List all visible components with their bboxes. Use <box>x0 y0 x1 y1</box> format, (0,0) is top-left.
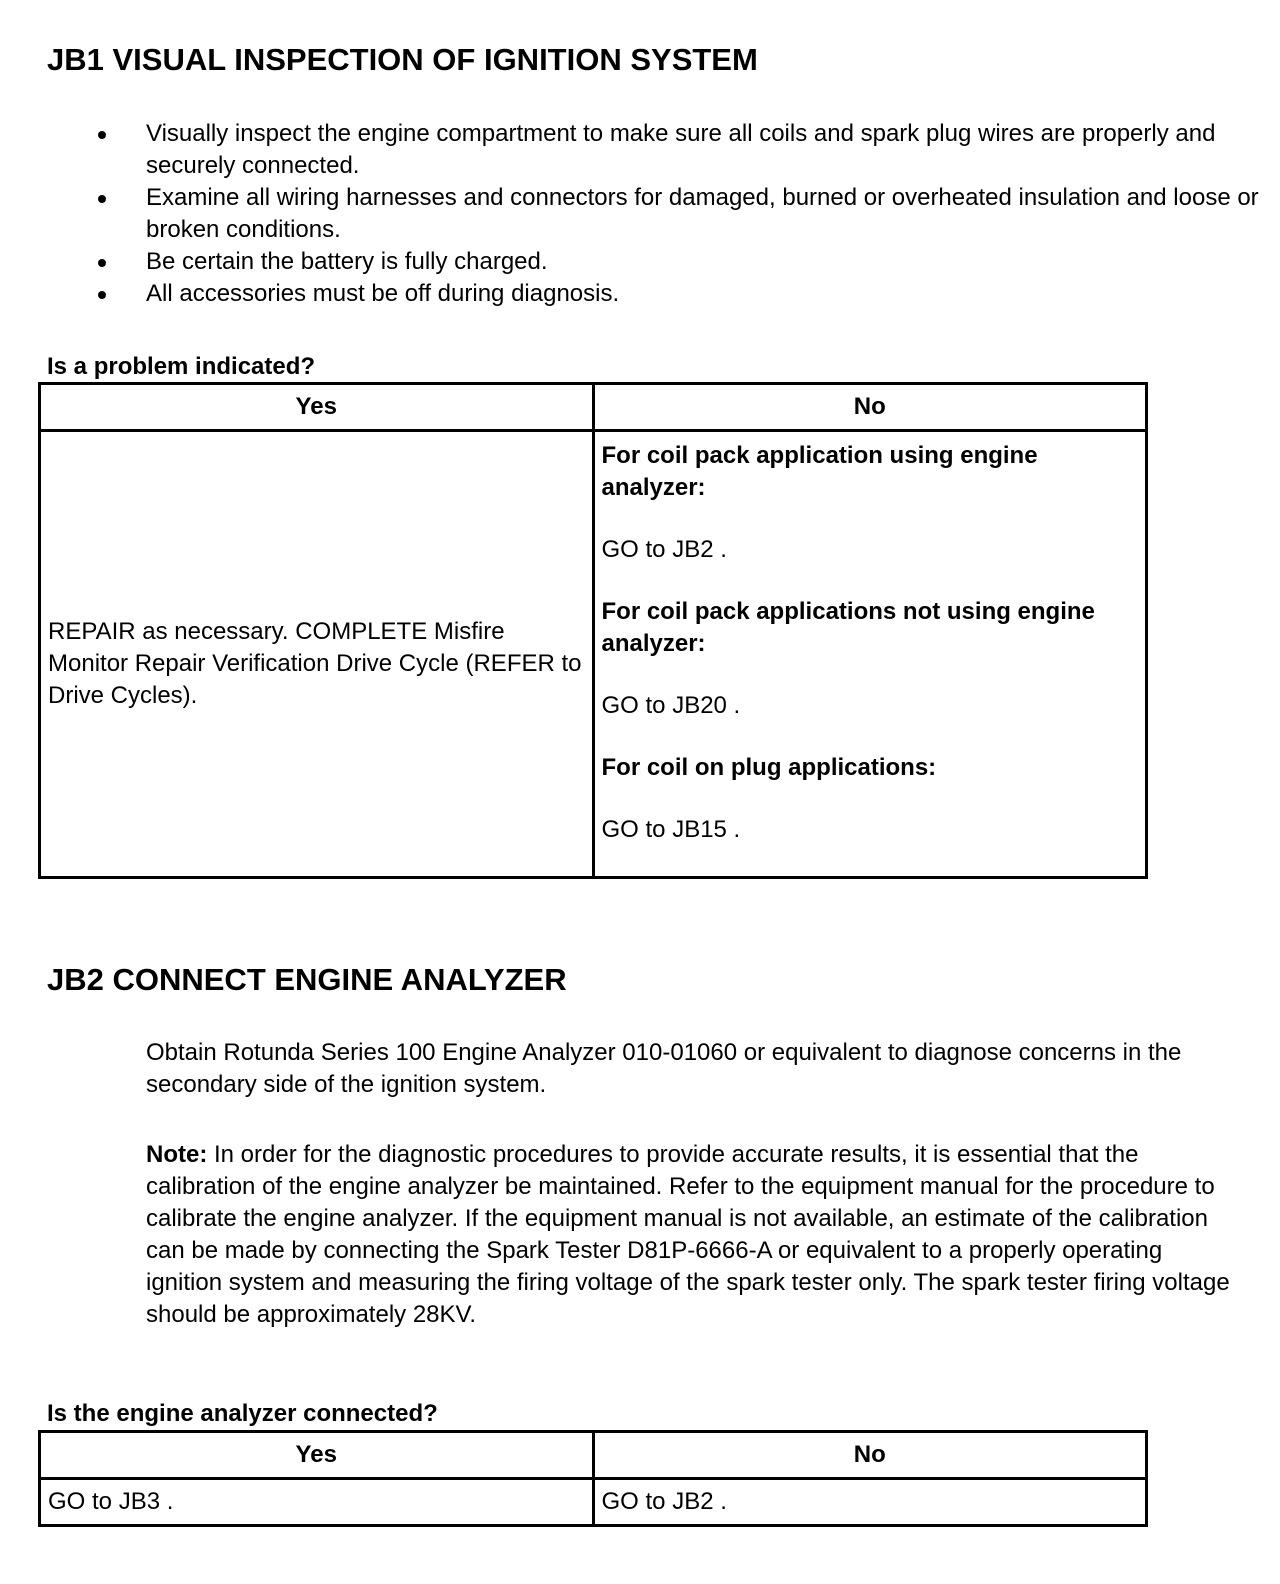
table-header-row <box>40 384 1147 431</box>
bullet-text: Visually inspect the engine compartment to make sure all coils and spark plug wires are properly and securely connected. <box>146 120 1216 179</box>
note-text: In order for the diagnostic procedures to provide accurate results, it is essential that the calibration of the engine analyzer be maintained. Refer to the equipment manual for the procedure to calibrate the engine analyzer. If the equipment manual is not available, an estimate of the calibration can be made by connecting the Spark Tester D81P-6666-A or equivalent to a properly operating ignition system and measuring the firing voltage of the spark tester only. The spark tester firing voltage should be approximately 28KV. <box>146 1141 1230 1328</box>
bullet-icon <box>98 195 106 203</box>
section-title-jb1: JB1 VISUAL INSPECTION OF IGNITION SYSTEM <box>47 42 758 77</box>
bullet-text: All accessories must be off during diagnosis. <box>146 280 620 307</box>
list-item <box>0 182 1260 246</box>
note-label: Note: <box>146 1141 208 1168</box>
yes-header: Yes <box>40 384 594 431</box>
bullet-icon <box>98 259 106 267</box>
no-header: No <box>593 1432 1147 1479</box>
no-option-action: GO to JB15 . <box>601 816 741 843</box>
yes-cell: REPAIR as necessary. COMPLETE Misfire Monitor Repair Verification Drive Cycle (REFER to Drive Cycles). <box>40 431 594 878</box>
no-option-action: GO to JB20 . <box>601 692 741 719</box>
no-header: No <box>593 384 1147 431</box>
no-cell <box>593 431 1147 878</box>
yes-header: Yes <box>40 1432 594 1479</box>
decision-table-jb1 <box>38 382 1148 879</box>
table-row <box>40 1479 1147 1526</box>
question-problem-indicated: Is a problem indicated? <box>47 353 316 380</box>
no-option-heading: For coil pack applications not using engine analyzer: <box>601 598 1095 657</box>
no-cell: GO to JB2 . <box>593 1479 1147 1526</box>
no-option-heading: For coil pack application using engine analyzer: <box>601 442 1038 501</box>
list-item <box>0 246 1260 278</box>
no-option-action: GO to JB2 . <box>601 536 727 563</box>
list-item <box>0 278 1260 310</box>
inspection-bullet-list <box>0 118 1260 310</box>
note-paragraph <box>146 1139 1236 1331</box>
bullet-text: Examine all wiring harnesses and connectors for damaged, burned or overheated insulation and loose or broken conditions. <box>146 184 1259 243</box>
no-option-heading: For coil on plug applications: <box>601 754 937 781</box>
table-row <box>40 431 1147 878</box>
bullet-icon <box>98 291 106 299</box>
decision-table-jb2 <box>38 1430 1148 1527</box>
table-header-row <box>40 1432 1147 1479</box>
list-item <box>0 118 1260 182</box>
question-analyzer-connected: Is the engine analyzer connected? <box>47 1400 438 1427</box>
section-title-jb2: JB2 CONNECT ENGINE ANALYZER <box>47 962 567 997</box>
yes-cell: GO to JB3 . <box>40 1479 594 1526</box>
bullet-icon <box>98 131 106 139</box>
bullet-text: Be certain the battery is fully charged. <box>146 248 548 275</box>
analyzer-paragraph: Obtain Rotunda Series 100 Engine Analyzer 010-01060 or equivalent to diagnose concerns in the secondary side of the ignition system. <box>146 1039 1182 1098</box>
